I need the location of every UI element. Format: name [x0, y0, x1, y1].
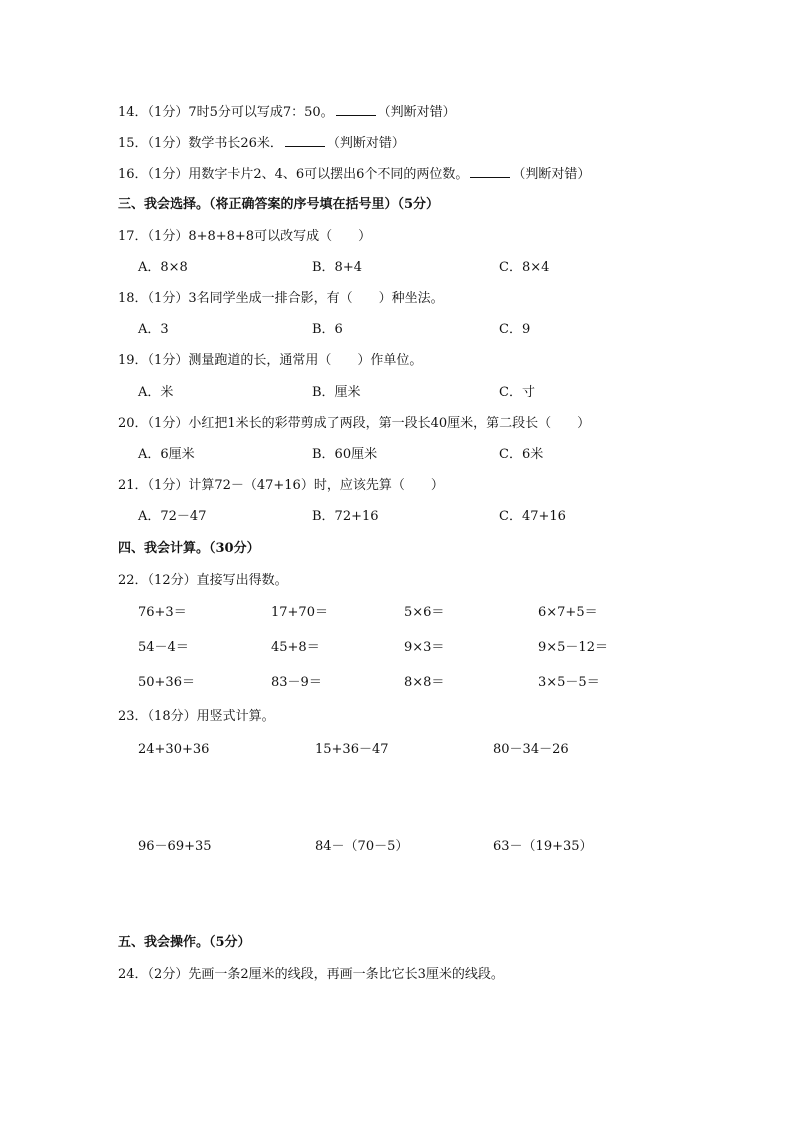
option-a[interactable]: A．6厘米	[138, 447, 195, 462]
oral-item: 3×5－5＝	[538, 675, 600, 690]
question-text: 14．（1分）7时5分可以写成7：50。	[118, 105, 334, 120]
question-23: 23．（18分）用竖式计算。	[118, 709, 275, 724]
oral-item: 45+8＝	[271, 640, 320, 655]
question-18: 18．（1分）3名同学坐成一排合影，有（ ）种坐法。	[118, 291, 444, 306]
option-a[interactable]: A．8×8	[138, 260, 188, 275]
option-b[interactable]: B．8+4	[312, 260, 362, 275]
option-c[interactable]: C．寸	[499, 385, 535, 400]
question-16	[118, 165, 590, 184]
option-b[interactable]: B．60厘米	[312, 447, 378, 462]
oral-item: 5×6＝	[404, 605, 445, 620]
vertical-item: 96－69+35	[138, 839, 212, 854]
oral-item: 8×8＝	[404, 675, 445, 690]
question-suffix: （判断对错）	[512, 167, 591, 182]
question-text: 16．（1分）用数字卡片2、4、6可以摆出6个不同的两位数。	[118, 167, 469, 182]
oral-item: 9×5－12＝	[538, 640, 608, 655]
option-b[interactable]: B．6	[312, 322, 343, 337]
vertical-item: 80－34－26	[493, 742, 569, 757]
option-b[interactable]: B．厘米	[312, 385, 361, 400]
option-c[interactable]: C．9	[499, 322, 531, 337]
option-c[interactable]: C．47+16	[499, 509, 566, 524]
question-21: 21．（1分）计算72－（47+16）时，应该先算（ ）	[118, 478, 444, 493]
oral-item: 9×3＝	[404, 640, 445, 655]
option-b[interactable]: B．72+16	[312, 509, 379, 524]
vertical-item: 15+36－47	[315, 742, 389, 757]
oral-item: 6×7+5＝	[538, 605, 598, 620]
answer-blank[interactable]	[470, 165, 510, 178]
option-a[interactable]: A．3	[138, 322, 169, 337]
question-22: 22．（12分）直接写出得数。	[118, 573, 288, 588]
oral-item: 76+3＝	[138, 605, 187, 620]
section-heading-choice: 三、我会选择。（将正确答案的序号填在括号里）（5分）	[118, 197, 440, 212]
option-c[interactable]: C．8×4	[499, 260, 550, 275]
option-a[interactable]: A．72－47	[138, 509, 207, 524]
vertical-item: 63－（19+35）	[493, 839, 593, 854]
question-24: 24．（2分）先画一条2厘米的线段，再画一条比它长3厘米的线段。	[118, 967, 504, 982]
question-17: 17．（1分）8+8+8+8可以改写成（ ）	[118, 229, 372, 244]
oral-item: 83－9＝	[271, 675, 322, 690]
question-14	[118, 103, 456, 122]
question-20: 20．（1分）小红把1米长的彩带剪成了两段，第一段长40厘米，第二段长（ ）	[118, 416, 591, 431]
oral-item: 17+70＝	[271, 605, 328, 620]
answer-blank[interactable]	[336, 103, 376, 116]
section-heading-calc: 四、我会计算。（30分）	[118, 541, 260, 556]
question-19: 19．（1分）测量跑道的长，通常用（ ）作单位。	[118, 353, 423, 368]
question-text: 15．（1分）数学书长26米．	[118, 136, 283, 151]
option-c[interactable]: C．6米	[499, 447, 544, 462]
answer-blank[interactable]	[285, 134, 325, 147]
question-suffix: （判断对错）	[377, 105, 456, 120]
vertical-item: 24+30+36	[138, 742, 210, 757]
question-suffix: （判断对错）	[326, 136, 405, 151]
oral-item: 54－4＝	[138, 640, 189, 655]
section-heading-operate: 五、我会操作。（5分）	[118, 935, 251, 950]
vertical-item: 84－（70－5）	[315, 839, 409, 854]
option-a[interactable]: A．米	[138, 385, 174, 400]
oral-item: 50+36＝	[138, 675, 195, 690]
question-15	[118, 134, 405, 153]
